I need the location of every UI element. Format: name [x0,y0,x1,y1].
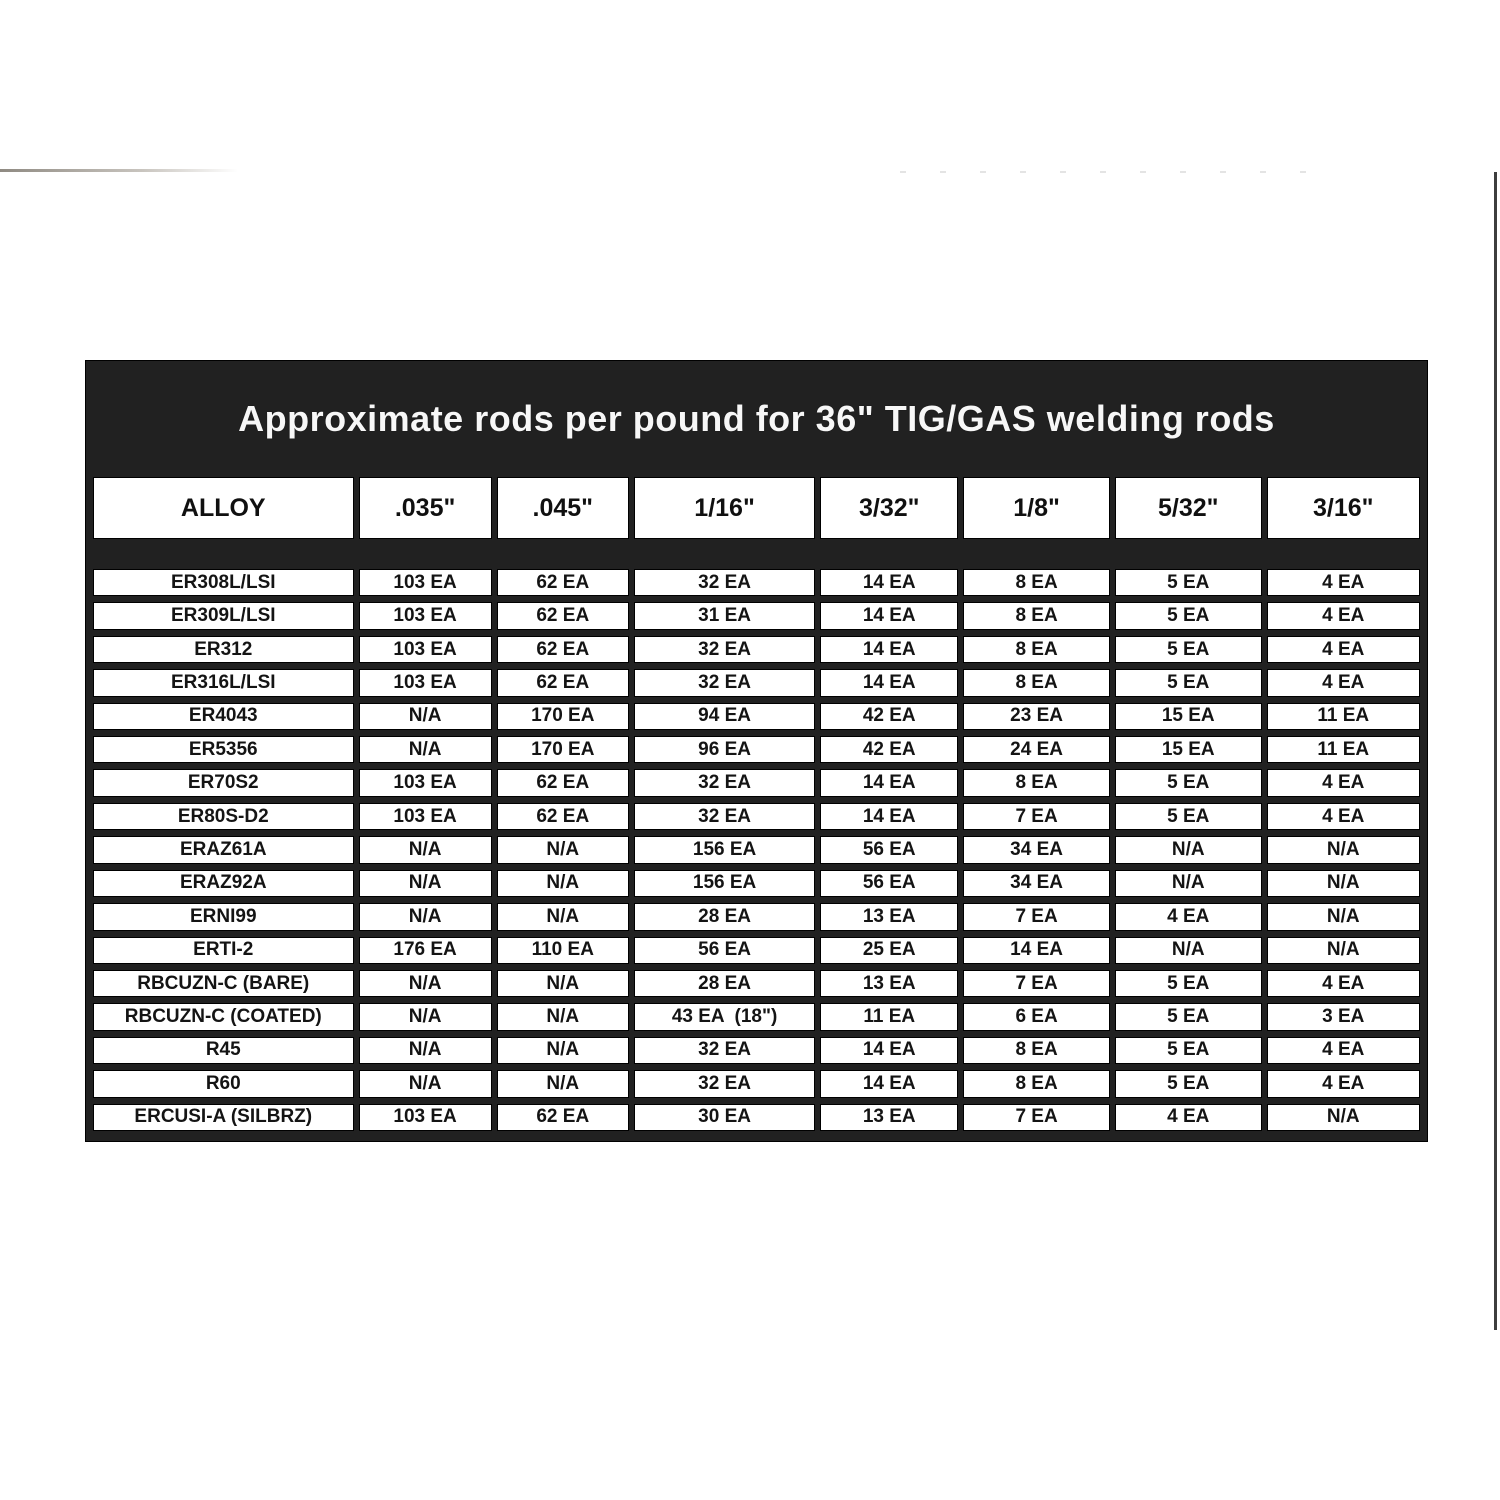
value-cell: N/A [359,1037,492,1064]
value-cell: N/A [497,970,629,997]
value-cell: N/A [359,903,492,930]
value-cell: 4 EA [1267,569,1420,596]
value-cell: N/A [497,1070,629,1097]
value-cell: N/A [1115,870,1262,897]
table-row [93,636,1420,663]
table-row [93,870,1420,897]
value-cell: 4 EA [1267,602,1420,629]
header-separator-band [93,539,1420,569]
value-cell: 103 EA [359,602,492,629]
value-cell: 103 EA [359,803,492,830]
value-cell: 62 EA [497,1104,629,1131]
value-cell: 32 EA [634,1070,815,1097]
value-cell: 14 EA [820,803,958,830]
value-cell: 176 EA [359,937,492,964]
value-cell: N/A [497,1003,629,1030]
value-cell: 156 EA [634,870,815,897]
value-cell: 5 EA [1115,1003,1262,1030]
value-cell: 56 EA [820,836,958,863]
value-cell: 32 EA [634,769,815,796]
value-cell: 32 EA [634,636,815,663]
value-cell: 103 EA [359,636,492,663]
value-cell: 103 EA [359,1104,492,1131]
value-cell: 8 EA [963,602,1110,629]
alloy-cell: ER316L/LSI [93,669,354,696]
value-cell: N/A [359,736,492,763]
column-header-18: 1/8" [963,477,1110,539]
value-cell: 5 EA [1115,970,1262,997]
alloy-cell: ERAZ92A [93,870,354,897]
value-cell: 7 EA [963,970,1110,997]
value-cell: 94 EA [634,703,815,730]
value-cell: 42 EA [820,703,958,730]
value-cell: 13 EA [820,903,958,930]
value-cell: 28 EA [634,903,815,930]
value-cell: N/A [1115,937,1262,964]
value-cell: 34 EA [963,870,1110,897]
value-cell: 11 EA [1267,736,1420,763]
value-cell: 4 EA [1267,1037,1420,1064]
table-title: Approximate rods per pound for 36" TIG/GAS welding rods [238,398,1275,439]
table-row [93,669,1420,696]
alloy-cell: ER4043 [93,703,354,730]
value-cell: 3 EA [1267,1003,1420,1030]
scan-artifact-vertical-line [1494,172,1497,1330]
value-cell: 62 EA [497,636,629,663]
value-cell: 4 EA [1267,970,1420,997]
value-cell: N/A [359,970,492,997]
value-cell: 15 EA [1115,703,1262,730]
column-header-332: 3/32" [820,477,958,539]
value-cell: 103 EA [359,769,492,796]
value-cell: 170 EA [497,703,629,730]
alloy-cell: R45 [93,1037,354,1064]
value-cell: 32 EA [634,669,815,696]
value-cell: N/A [1267,1104,1420,1131]
value-cell: 8 EA [963,636,1110,663]
value-cell: 103 EA [359,669,492,696]
value-cell: 56 EA [820,870,958,897]
value-cell: 156 EA [634,836,815,863]
table-row [93,970,1420,997]
value-cell: N/A [1267,937,1420,964]
column-header-045: .045" [497,477,629,539]
alloy-cell: RBCUZN-C (BARE) [93,970,354,997]
value-cell: N/A [497,1037,629,1064]
value-cell: 14 EA [820,569,958,596]
table-body [93,569,1420,1141]
value-cell: 4 EA [1267,803,1420,830]
value-cell: 62 EA [497,569,629,596]
value-cell: N/A [359,703,492,730]
table-row [93,1037,1420,1064]
value-cell: N/A [497,836,629,863]
value-cell: N/A [1267,836,1420,863]
value-cell: 4 EA [1115,1104,1262,1131]
value-cell: 11 EA [820,1003,958,1030]
value-cell: 14 EA [820,769,958,796]
alloy-cell: ER80S-D2 [93,803,354,830]
table-row [93,569,1420,596]
value-cell: 32 EA [634,569,815,596]
value-cell: 4 EA [1267,636,1420,663]
alloy-cell: ER308L/LSI [93,569,354,596]
value-cell: 11 EA [1267,703,1420,730]
alloy-cell: ERTI-2 [93,937,354,964]
alloy-cell: ERAZ61A [93,836,354,863]
value-cell: 32 EA [634,1037,815,1064]
value-cell: 8 EA [963,669,1110,696]
alloy-cell: ER5356 [93,736,354,763]
column-header-532: 5/32" [1115,477,1262,539]
alloy-cell: ER309L/LSI [93,602,354,629]
table-row [93,736,1420,763]
value-cell: 4 EA [1115,903,1262,930]
value-cell: 14 EA [820,1070,958,1097]
value-cell: 96 EA [634,736,815,763]
value-cell: 15 EA [1115,736,1262,763]
value-cell: 6 EA [963,1003,1110,1030]
value-cell: 8 EA [963,1070,1110,1097]
table-row [93,836,1420,863]
value-cell: 13 EA [820,1104,958,1131]
value-cell: 14 EA [820,602,958,629]
column-header-alloy: ALLOY [93,477,354,539]
value-cell: 14 EA [820,1037,958,1064]
value-cell: N/A [497,903,629,930]
value-cell: 31 EA [634,602,815,629]
value-cell: 4 EA [1267,669,1420,696]
value-cell: 170 EA [497,736,629,763]
value-cell: 5 EA [1115,669,1262,696]
table-row [93,1003,1420,1030]
value-cell: 7 EA [963,1104,1110,1131]
value-cell: 13 EA [820,970,958,997]
table-row [93,1104,1420,1131]
value-cell: 5 EA [1115,1037,1262,1064]
value-cell: N/A [497,870,629,897]
value-cell: 62 EA [497,769,629,796]
column-header-116: 1/16" [634,477,815,539]
value-cell: 24 EA [963,736,1110,763]
value-cell: 5 EA [1115,769,1262,796]
value-cell: 30 EA [634,1104,815,1131]
value-cell: 8 EA [963,769,1110,796]
value-cell: 8 EA [963,569,1110,596]
value-cell: N/A [359,870,492,897]
table-row [93,703,1420,730]
value-cell: 7 EA [963,903,1110,930]
alloy-cell: RBCUZN-C (COATED) [93,1003,354,1030]
value-cell: 110 EA [497,937,629,964]
value-cell: N/A [1267,903,1420,930]
table-header-row [93,477,1420,539]
value-cell: N/A [1115,836,1262,863]
table-row [93,769,1420,796]
value-cell: 62 EA [497,602,629,629]
value-cell: 62 EA [497,803,629,830]
value-cell: 62 EA [497,669,629,696]
value-cell: 5 EA [1115,569,1262,596]
welding-rods-table [85,360,1428,1142]
value-cell: 8 EA [963,1037,1110,1064]
value-cell: 23 EA [963,703,1110,730]
value-cell: 14 EA [820,636,958,663]
value-cell: 5 EA [1115,636,1262,663]
alloy-cell: ER312 [93,636,354,663]
table-row [93,803,1420,830]
table-row [93,602,1420,629]
value-cell: 43 EA (18") [634,1003,815,1030]
column-header-035: .035" [359,477,492,539]
value-cell: 25 EA [820,937,958,964]
column-header-316: 3/16" [1267,477,1420,539]
value-cell: 7 EA [963,803,1110,830]
value-cell: 14 EA [820,669,958,696]
scan-artifact-horizontal-line [0,169,238,172]
value-cell: N/A [359,1070,492,1097]
alloy-cell: ERCUSI-A (SILBRZ) [93,1104,354,1131]
value-cell: 5 EA [1115,1070,1262,1097]
value-cell: 56 EA [634,937,815,964]
value-cell: 5 EA [1115,602,1262,629]
value-cell: 28 EA [634,970,815,997]
value-cell: N/A [1267,870,1420,897]
table-row [93,1070,1420,1097]
value-cell: N/A [359,1003,492,1030]
table-row [93,903,1420,930]
alloy-cell: ERNI99 [93,903,354,930]
alloy-cell: R60 [93,1070,354,1097]
value-cell: 14 EA [963,937,1110,964]
value-cell: N/A [359,836,492,863]
scan-artifact-specks [900,171,1320,173]
value-cell: 5 EA [1115,803,1262,830]
value-cell: 103 EA [359,569,492,596]
value-cell: 34 EA [963,836,1110,863]
value-cell: 32 EA [634,803,815,830]
value-cell: 4 EA [1267,769,1420,796]
alloy-cell: ER70S2 [93,769,354,796]
value-cell: 42 EA [820,736,958,763]
value-cell: 4 EA [1267,1070,1420,1097]
table-row [93,937,1420,964]
